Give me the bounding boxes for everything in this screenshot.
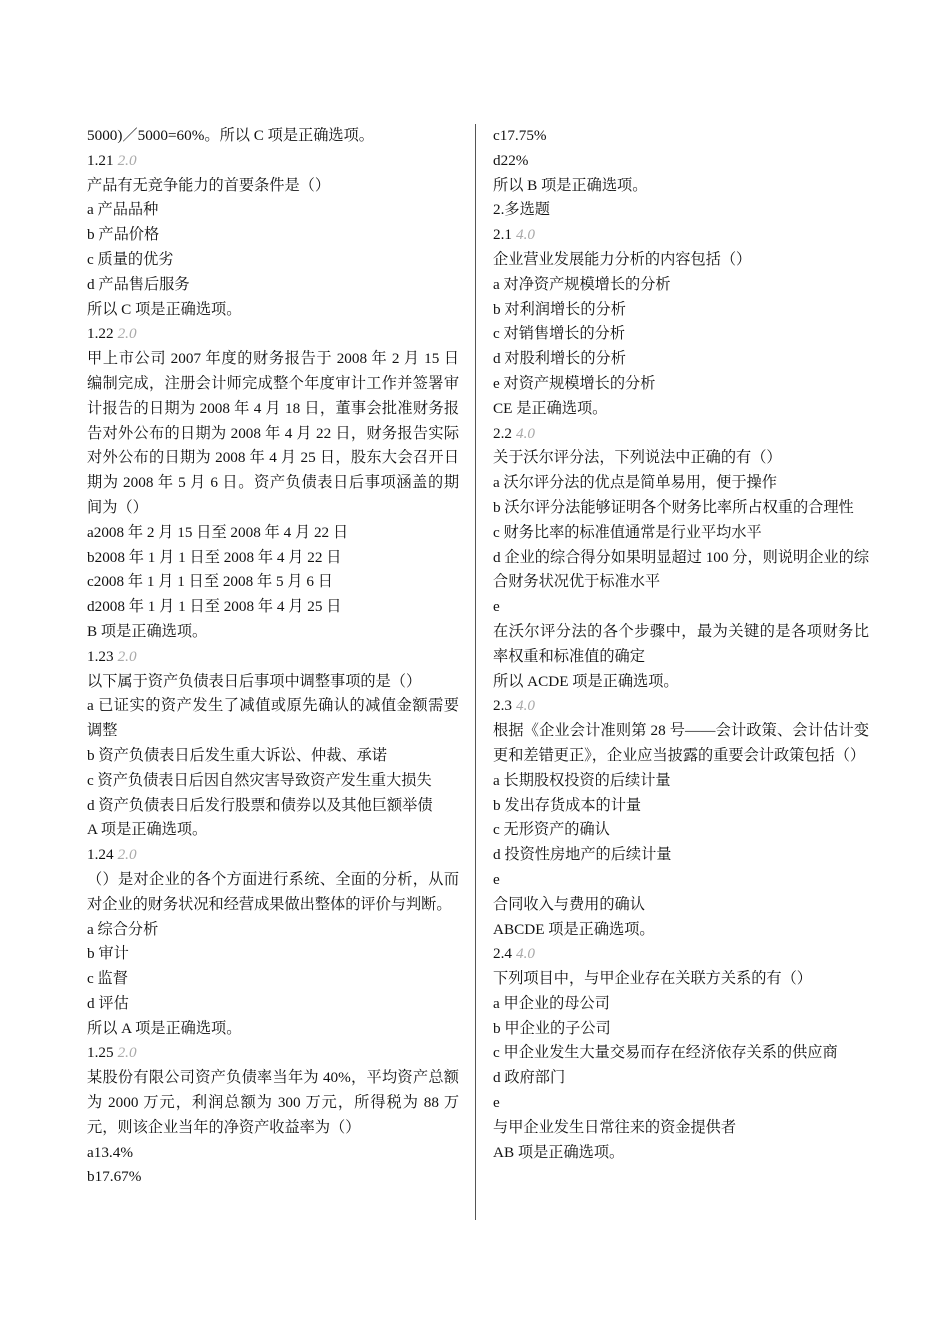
text-line: （）是对企业的各个方面进行系统、全面的分析，从而对企业的财务状况和经营成果做出整体的评价与判断。	[87, 870, 459, 913]
left-column	[87, 124, 459, 1190]
question-score: 2.0	[117, 647, 137, 665]
question-score: 4.0	[515, 945, 535, 963]
text-line: 某股份有限公司资产负债率当年为 40%，平均资产总额为 2000 万元，利润总额为 300 万元，所得税为 88 万元，则该企业当年的净资产收益率为（）	[87, 1069, 459, 1136]
text-line: CE 是正确选项。	[493, 399, 608, 417]
text-line: d22%	[493, 151, 529, 169]
text-line: c 资产负债表日后因自然灾害导致资产发生重大损失	[87, 771, 432, 789]
text-line: e	[493, 598, 500, 616]
text-line: ABCDE 项是正确选项。	[493, 920, 655, 938]
text-line: a 长期股权投资的后续计量	[493, 771, 671, 789]
text-line: b 产品价格	[87, 226, 160, 244]
text-line: 以下属于资产负债表日后事项中调整事项的是（）	[87, 672, 422, 690]
question-score: 2.0	[117, 846, 137, 864]
text-line: B 项是正确选项。	[87, 622, 208, 640]
text-line: 所以 ACDE 项是正确选项。	[493, 672, 679, 690]
text-line: e 对资产规模增长的分析	[493, 374, 656, 392]
text-line: b 对利润增长的分析	[493, 300, 626, 318]
text-line: d 企业的综合得分如果明显超过 100 分，则说明企业的综合财务状况优于标准水平	[493, 548, 869, 591]
text-line: a 产品品种	[87, 201, 159, 219]
question-number-label: 1.21	[87, 151, 114, 169]
text-line: b 沃尔评分法能够证明各个财务比率所占权重的合理性	[493, 498, 854, 516]
text-line: a 甲企业的母公司	[493, 994, 610, 1012]
text-line: 所以 C 项是正确选项。	[87, 300, 242, 318]
text-line: AB 项是正确选项。	[493, 1143, 625, 1161]
text-line: d 评估	[87, 994, 129, 1012]
question-score: 4.0	[515, 226, 535, 244]
question-number	[493, 694, 869, 719]
text-line: b 甲企业的子公司	[493, 1019, 611, 1037]
text-line: d2008 年 1 月 1 日至 2008 年 4 月 25 日	[87, 598, 342, 616]
text-line: b 资产负债表日后发生重大诉讼、仲裁、承诺	[87, 746, 387, 764]
text-line: 企业营业发展能力分析的内容包括（）	[493, 250, 752, 268]
text-line: b 审计	[87, 945, 129, 963]
text-line: c 无形资产的确认	[493, 821, 610, 839]
question-number	[493, 223, 869, 248]
text-line: 5000)／5000=60%。所以 C 项是正确选项。	[87, 127, 374, 144]
text-line: a 已证实的资产发生了减值或原先确认的减值金额需要调整	[87, 697, 459, 740]
question-number-label: 1.22	[87, 325, 114, 343]
text-line: 下列项目中，与甲企业存在关联方关系的有（）	[493, 970, 812, 988]
question-number-label: 1.25	[87, 1044, 114, 1062]
question-number-label: 2.3	[493, 697, 512, 715]
question-number-label: 1.24	[87, 846, 114, 864]
text-line: 与甲企业发生日常往来的资金提供者	[493, 1118, 736, 1136]
text-line: c 监督	[87, 970, 128, 988]
text-line: c17.75%	[493, 127, 547, 144]
text-line: 在沃尔评分法的各个步骤中，最为关键的是各项财务比率权重和标准值的确定	[493, 622, 869, 665]
text-line: d 产品售后服务	[87, 275, 190, 293]
question-score: 2.0	[117, 1044, 137, 1062]
question-score: 2.0	[117, 151, 137, 169]
text-line: b 发出存货成本的计量	[493, 796, 642, 814]
question-score: 4.0	[515, 697, 535, 715]
text-line: d 对股利增长的分析	[493, 350, 626, 368]
question-number-label: 1.23	[87, 647, 114, 665]
question-number	[87, 322, 459, 347]
question-number	[493, 422, 869, 447]
question-score: 4.0	[515, 424, 535, 442]
question-number	[87, 645, 459, 670]
column-divider	[475, 124, 476, 1220]
text-line: c 质量的优劣	[87, 250, 174, 268]
question-number-label: 2.4	[493, 945, 512, 963]
text-line: c 财务比率的标准值通常是行业平均水平	[493, 523, 762, 541]
text-line: A 项是正确选项。	[87, 821, 208, 839]
text-line: d 政府部门	[493, 1069, 566, 1087]
question-number	[87, 149, 459, 174]
text-line: 甲上市公司 2007 年度的财务报告于 2008 年 2 月 15 日编制完成，注册会计师完成整个年度审计工作并签署审计报告的日期为 2008 年 4 月 18 日，董事会批准财务报告对外公布的日期为 2008 年 4 月 22 日，财务报告实际对外公布的日期为 2008 年 4 月 25 日，股东大会召开日期为 2008 年 5 月 6 日。资产负债表日后事项涵盖的期间为（）	[87, 350, 459, 516]
question-number-label: 2.1	[493, 226, 512, 244]
text-line: c 甲企业发生大量交易而存在经济依存关系的供应商	[493, 1044, 838, 1062]
text-line: a 沃尔评分法的优点是简单易用，便于操作	[493, 474, 777, 492]
question-number	[87, 1041, 459, 1066]
text-line: c2008 年 1 月 1 日至 2008 年 5 月 6 日	[87, 573, 333, 591]
right-column	[493, 124, 869, 1165]
question-number-label: 2.2	[493, 424, 512, 442]
text-line: e	[493, 870, 500, 888]
text-line: 2.多选题	[493, 201, 550, 219]
text-line: e	[493, 1094, 500, 1112]
text-line: d 资产负债表日后发行股票和债券以及其他巨额举债	[87, 796, 433, 814]
text-line: b2008 年 1 月 1 日至 2008 年 4 月 22 日	[87, 548, 342, 566]
text-line: 合同收入与费用的确认	[493, 895, 645, 913]
text-line: a2008 年 2 月 15 日至 2008 年 4 月 22 日	[87, 523, 349, 541]
text-line: 所以 A 项是正确选项。	[87, 1019, 242, 1037]
text-line: c 对销售增长的分析	[493, 325, 626, 343]
text-line: 所以 B 项是正确选项。	[493, 176, 648, 194]
text-line: b17.67%	[87, 1168, 142, 1186]
text-line: 根据《企业会计准则第 28 号——会计政策、会计估计变更和差错更正》，企业应当披露的重要会计政策包括（）	[493, 722, 869, 764]
question-number	[87, 843, 459, 868]
text-line: a 综合分析	[87, 920, 159, 938]
question-number	[493, 942, 869, 967]
text-line: 关于沃尔评分法，下列说法中正确的有（）	[493, 449, 782, 467]
text-line: d 投资性房地产的后续计量	[493, 846, 672, 864]
text-line: a 对净资产规模增长的分析	[493, 275, 671, 293]
text-line: a13.4%	[87, 1143, 133, 1161]
question-score: 2.0	[117, 325, 137, 343]
text-line: 产品有无竞争能力的首要条件是（）	[87, 176, 330, 194]
